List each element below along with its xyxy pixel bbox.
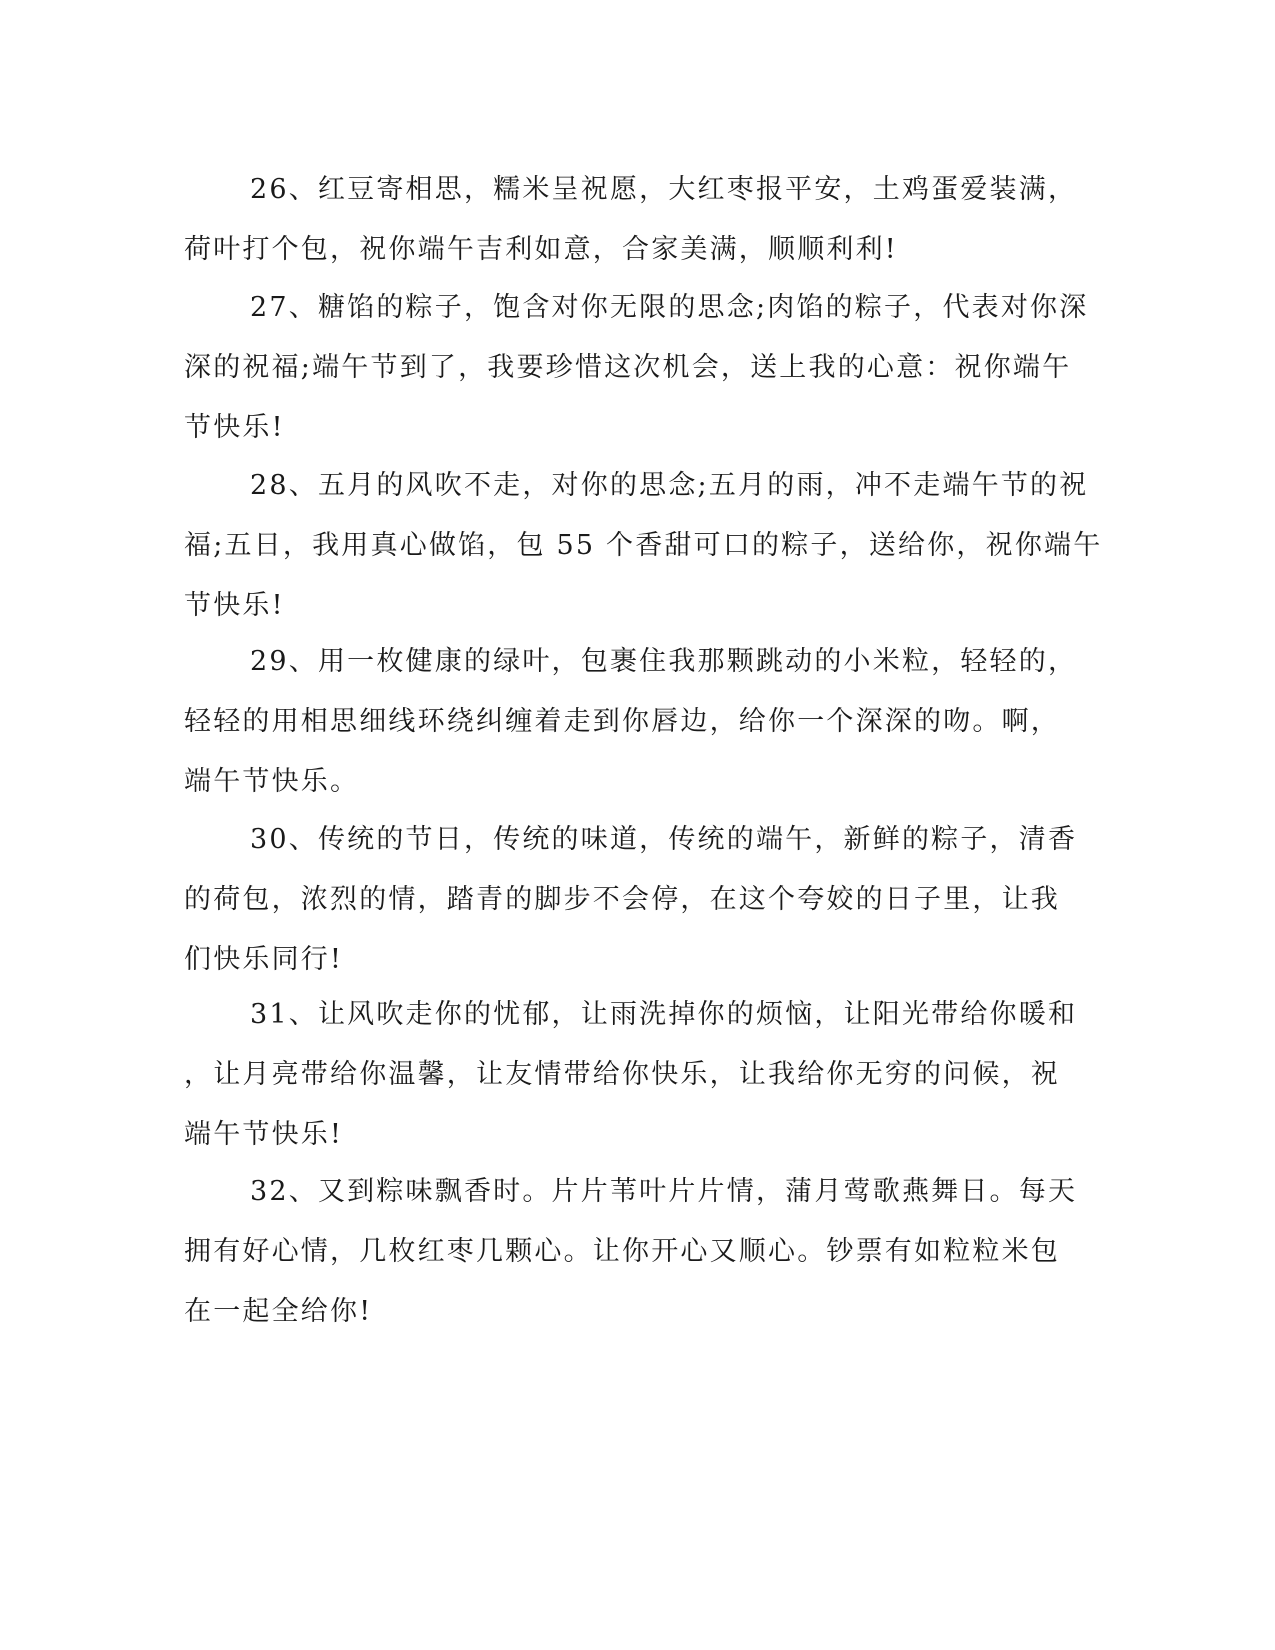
paragraph-line: 节快乐! [184,590,285,621]
paragraph-31 [184,985,1084,1165]
paragraph-line: 32、又到粽味飘香时。片片苇叶片片情，蒲月莺歌燕舞日。每天 [250,1176,1078,1207]
paragraph-line: 深的祝福;端午节到了，我要珍惜这次机会，送上我的心意：祝你端午 [184,352,1072,383]
paragraph-line: 端午节快乐。 [184,766,360,797]
paragraph-line: 29、用一枚健康的绿叶，包裹住我那颗跳动的小米粒，轻轻的， [250,646,1078,677]
paragraph-29 [184,632,1084,812]
paragraph-line: 拥有好心情，几枚红枣几颗心。让你开心又顺心。钞票有如粒粒米包 [184,1236,1060,1267]
paragraph-line: 31、让风吹走你的忧郁，让雨洗掉你的烦恼，让阳光带给你暖和 [250,999,1078,1030]
paragraph-line: 30、传统的节日，传统的味道，传统的端午，新鲜的粽子，清香 [250,824,1078,855]
paragraph-line: 27、糖馅的粽子，饱含对你无限的思念;肉馅的粽子，代表对你深 [250,292,1089,323]
paragraph-27 [184,278,1089,458]
paragraph-30 [184,810,1084,990]
paragraph-line: 26、红豆寄相思，糯米呈祝愿，大红枣报平安，土鸡蛋爱装满， [250,174,1078,205]
paragraph-line: 福;五日，我用真心做馅，包 55 个香甜可口的粽子，送给你，祝你端午 [184,530,1103,561]
paragraph-line: 28、五月的风吹不走，对你的思念;五月的雨，冲不走端午节的祝 [250,470,1089,501]
paragraph-26 [184,160,1084,280]
paragraph-32 [184,1162,1084,1342]
paragraph-line: 荷叶打个包，祝你端午吉利如意，合家美满，顺顺利利! [184,234,898,265]
paragraph-line: 端午节快乐! [184,1119,344,1150]
paragraph-line: 节快乐! [184,412,285,443]
paragraph-line: 的荷包，浓烈的情，踏青的脚步不会停，在这个夸姣的日子里，让我 [184,884,1060,915]
paragraph-28 [184,456,1103,636]
paragraph-line: 在一起全给你! [184,1296,373,1327]
paragraph-line: 轻轻的用相思细线环绕纠缠着走到你唇边，给你一个深深的吻。啊， [184,706,1060,737]
paragraph-line: ，让月亮带给你温馨，让友情带给你快乐，让我给你无穷的问候，祝 [184,1059,1060,1090]
paragraph-line: 们快乐同行! [184,944,344,975]
